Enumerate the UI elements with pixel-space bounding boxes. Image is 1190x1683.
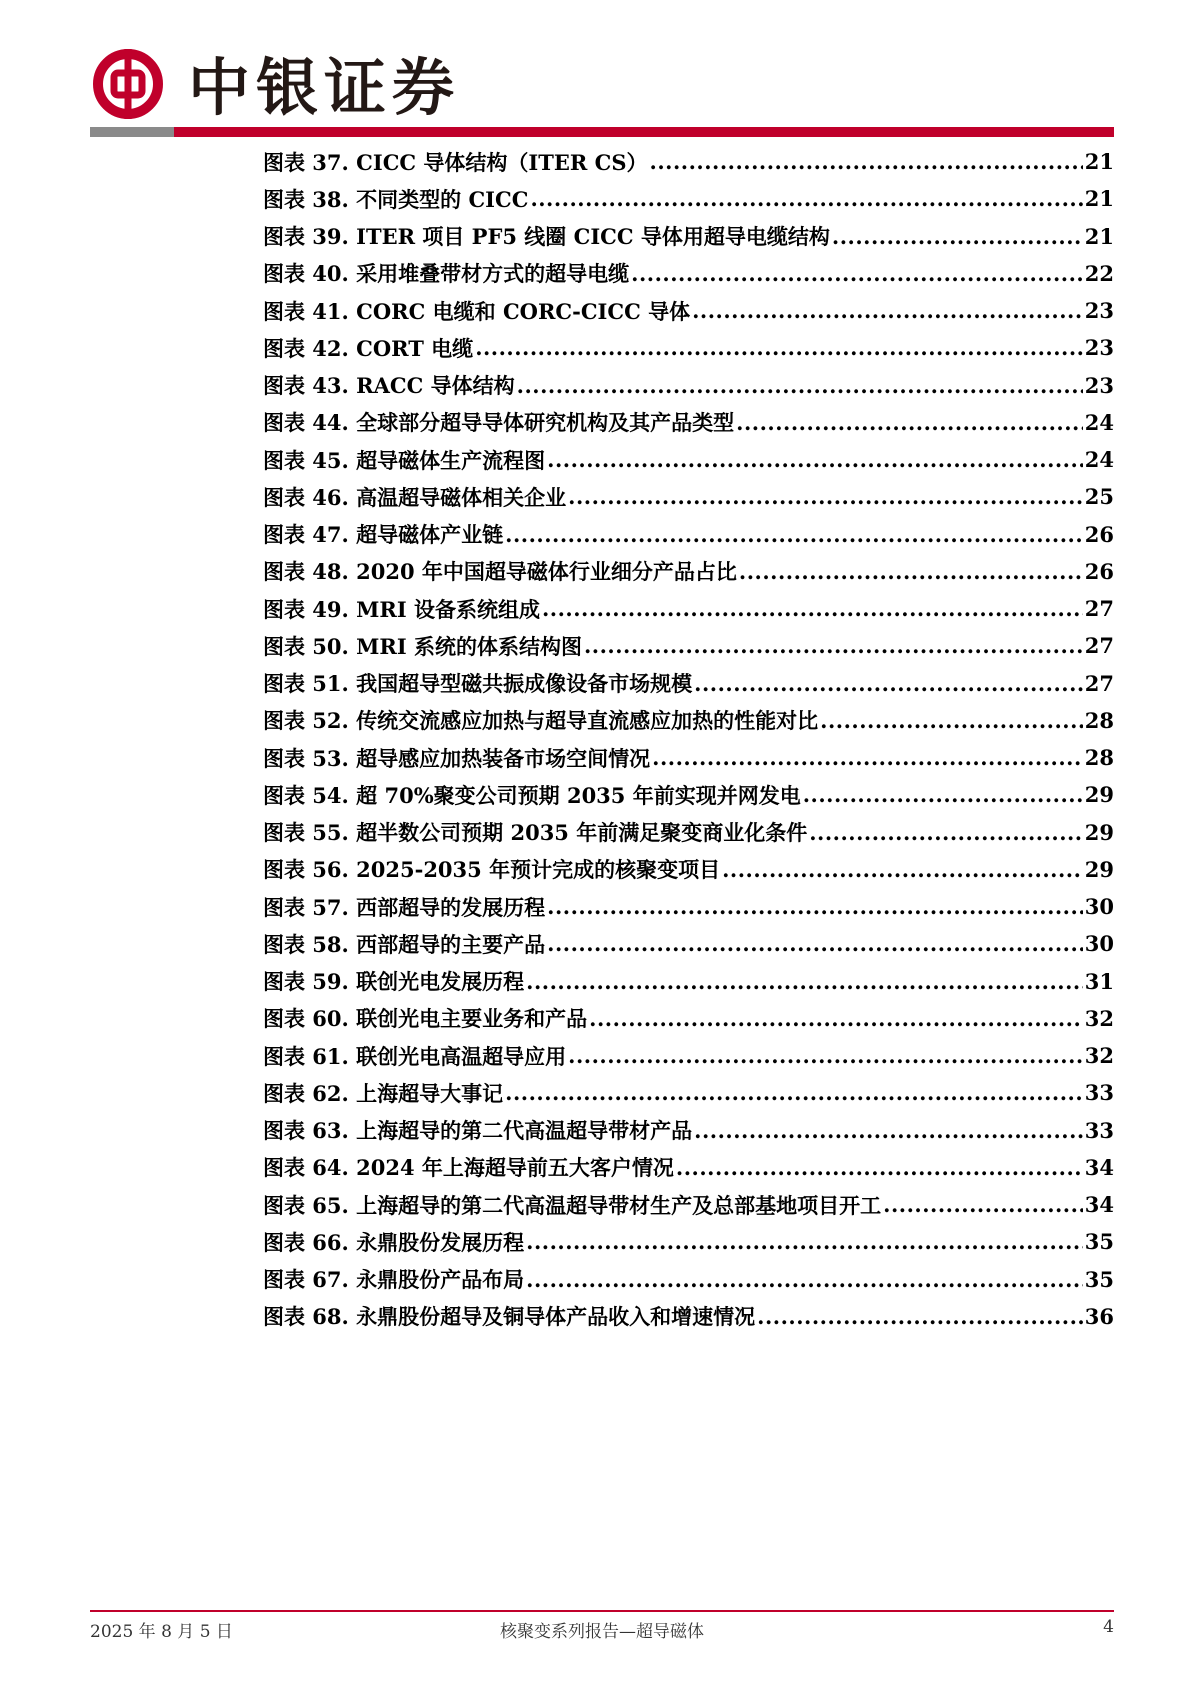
toc-leader-dots <box>526 969 1083 994</box>
toc-entry-page: 34 <box>1084 1154 1114 1180</box>
toc-entry-page: 26 <box>1084 521 1114 547</box>
toc-leader-dots <box>692 298 1083 323</box>
toc-leader-dots <box>505 1080 1083 1105</box>
toc-entry[interactable] <box>263 627 1114 664</box>
toc-entry-label: 图表 64. 2024 年上海超导前五大客户情况 <box>263 1155 674 1181</box>
toc-entry[interactable] <box>263 1037 1114 1074</box>
header-divider-gray <box>90 127 174 137</box>
toc-entry-label: 图表 48. 2020 年中国超导磁体行业细分产品占比 <box>263 559 737 585</box>
toc-entry[interactable] <box>263 963 1114 1000</box>
toc-entry-label: 图表 59. 联创光电发展历程 <box>263 969 525 995</box>
toc-entry[interactable] <box>263 888 1114 925</box>
toc-entry-page: 31 <box>1084 968 1114 994</box>
toc-entry-page: 30 <box>1084 931 1114 957</box>
toc-leader-dots <box>652 745 1083 770</box>
page-header <box>90 46 1114 126</box>
toc-entry-page: 23 <box>1084 372 1114 398</box>
toc-entry[interactable] <box>263 1074 1114 1111</box>
toc-entry[interactable] <box>263 1261 1114 1298</box>
toc-leader-dots <box>832 224 1083 249</box>
toc-entry-page: 24 <box>1084 447 1114 473</box>
toc-entry[interactable] <box>263 1149 1114 1186</box>
toc-entry-page: 23 <box>1084 298 1114 324</box>
toc-entry[interactable] <box>263 218 1114 255</box>
toc-entry-label: 图表 65. 上海超导的第二代高温超导带材生产及总部基地项目开工 <box>263 1192 882 1218</box>
toc-entry-page: 36 <box>1084 1303 1114 1329</box>
bank-of-china-logo-icon <box>92 48 164 120</box>
toc-leader-dots <box>650 149 1083 174</box>
toc-entry[interactable] <box>263 255 1114 292</box>
page-footer <box>90 1617 1114 1641</box>
toc-entry-page: 35 <box>1084 1229 1114 1255</box>
toc-entry-label: 图表 61. 联创光电高温超导应用 <box>263 1043 567 1069</box>
toc-entry[interactable] <box>263 776 1114 813</box>
toc-entry-label: 图表 66. 永鼎股份发展历程 <box>263 1229 525 1255</box>
toc-entry[interactable] <box>263 143 1114 180</box>
toc-entry-page: 28 <box>1084 745 1114 771</box>
toc-entry[interactable] <box>263 814 1114 851</box>
toc-leader-dots <box>526 1267 1083 1292</box>
toc-entry[interactable] <box>263 478 1114 515</box>
toc-entry[interactable] <box>263 1298 1114 1335</box>
toc-leader-dots <box>803 782 1083 807</box>
toc-entry[interactable] <box>263 292 1114 329</box>
toc-leader-dots <box>676 1155 1083 1180</box>
toc-entry[interactable] <box>263 404 1114 441</box>
header-divider <box>90 127 1114 137</box>
toc-leader-dots <box>736 410 1083 435</box>
toc-entry[interactable] <box>263 367 1114 404</box>
toc-entry[interactable] <box>263 1186 1114 1223</box>
toc-entry[interactable] <box>263 590 1114 627</box>
toc-entry-page: 22 <box>1084 260 1114 286</box>
toc-entry-label: 图表 67. 永鼎股份产品布局 <box>263 1267 525 1293</box>
toc-entry-page: 34 <box>1084 1192 1114 1218</box>
toc-entry-label: 图表 50. MRI 系统的体系结构图 <box>263 633 582 659</box>
toc-entry-page: 27 <box>1084 670 1114 696</box>
footer-page-number: 4 <box>1103 1617 1114 1637</box>
toc-entry-page: 32 <box>1084 1043 1114 1069</box>
toc-entry-page: 27 <box>1084 596 1114 622</box>
toc-leader-dots <box>757 1304 1083 1329</box>
toc-entry[interactable] <box>263 739 1114 776</box>
toc-leader-dots <box>547 447 1083 472</box>
header-divider-red <box>174 127 1114 137</box>
toc-leader-dots <box>475 335 1083 360</box>
toc-entry[interactable] <box>263 516 1114 553</box>
toc-leader-dots <box>589 1006 1083 1031</box>
toc-entry-label: 图表 52. 传统交流感应加热与超导直流感应加热的性能对比 <box>263 708 819 734</box>
footer-report-title: 核聚变系列报告—超导磁体 <box>500 1622 704 1642</box>
toc-leader-dots <box>568 484 1083 509</box>
toc-entry-page: 25 <box>1084 484 1114 510</box>
toc-entry-label: 图表 42. CORT 电缆 <box>263 335 474 361</box>
toc-entry[interactable] <box>263 329 1114 366</box>
toc-entry-page: 21 <box>1084 223 1114 249</box>
toc-entry-page: 28 <box>1084 707 1114 733</box>
toc-entry-label: 图表 62. 上海超导大事记 <box>263 1080 504 1106</box>
footer-divider <box>90 1610 1114 1612</box>
toc-leader-dots <box>809 820 1083 845</box>
toc-entry-label: 图表 58. 西部超导的主要产品 <box>263 931 546 957</box>
toc-entry-page: 21 <box>1084 149 1114 175</box>
toc-entry-label: 图表 55. 超半数公司预期 2035 年前满足聚变商业化条件 <box>263 820 808 846</box>
toc-entry-label: 图表 45. 超导磁体生产流程图 <box>263 447 546 473</box>
toc-leader-dots <box>568 1043 1083 1068</box>
toc-entry-label: 图表 44. 全球部分超导导体研究机构及其产品类型 <box>263 410 735 436</box>
toc-entry-page: 33 <box>1084 1117 1114 1143</box>
toc-leader-dots <box>739 559 1083 584</box>
toc-entry-label: 图表 57. 西部超导的发展历程 <box>263 894 546 920</box>
figure-index-list <box>263 143 1114 1335</box>
toc-leader-dots <box>694 1118 1083 1143</box>
toc-entry-page: 29 <box>1084 856 1114 882</box>
toc-entry-page: 35 <box>1084 1266 1114 1292</box>
toc-entry[interactable] <box>263 925 1114 962</box>
toc-entry-label: 图表 63. 上海超导的第二代高温超导带材产品 <box>263 1118 693 1144</box>
toc-entry-label: 图表 51. 我国超导型磁共振成像设备市场规模 <box>263 671 693 697</box>
toc-entry-page: 32 <box>1084 1005 1114 1031</box>
toc-entry-label: 图表 60. 联创光电主要业务和产品 <box>263 1006 588 1032</box>
toc-entry[interactable] <box>263 553 1114 590</box>
toc-entry-page: 24 <box>1084 409 1114 435</box>
toc-leader-dots <box>526 1229 1083 1254</box>
toc-leader-dots <box>820 708 1083 733</box>
toc-entry[interactable] <box>263 1223 1114 1260</box>
toc-entry-label: 图表 54. 超 70%聚变公司预期 2035 年前实现并网发电 <box>263 782 801 808</box>
toc-entry-page: 29 <box>1084 782 1114 808</box>
toc-entry-label: 图表 46. 高温超导磁体相关企业 <box>263 484 567 510</box>
toc-leader-dots <box>517 373 1083 398</box>
toc-entry[interactable] <box>263 1000 1114 1037</box>
toc-entry-label: 图表 56. 2025-2035 年预计完成的核聚变项目 <box>263 857 721 883</box>
toc-entry[interactable] <box>263 180 1114 217</box>
brand-name: 中银证券 <box>188 51 461 124</box>
footer-date: 2025 年 8 月 5 日 <box>90 1622 233 1642</box>
toc-entry-page: 23 <box>1084 335 1114 361</box>
toc-entry[interactable] <box>263 702 1114 739</box>
toc-entry-label: 图表 37. CICC 导体结构（ITER CS） <box>263 149 648 175</box>
toc-leader-dots <box>542 596 1083 621</box>
toc-leader-dots <box>584 633 1083 658</box>
toc-leader-dots <box>530 186 1082 211</box>
toc-entry-page: 26 <box>1084 558 1114 584</box>
toc-leader-dots <box>547 894 1083 919</box>
toc-leader-dots <box>631 261 1083 286</box>
toc-entry-page: 27 <box>1084 633 1114 659</box>
toc-entry-label: 图表 43. RACC 导体结构 <box>263 373 515 399</box>
toc-entry-label: 图表 39. ITER 项目 PF5 线圈 CICC 导体用超导电缆结构 <box>263 224 830 250</box>
toc-leader-dots <box>505 522 1083 547</box>
toc-entry-page: 29 <box>1084 819 1114 845</box>
toc-entry-label: 图表 68. 永鼎股份超导及铜导体产品收入和增速情况 <box>263 1304 756 1330</box>
toc-leader-dots <box>694 671 1083 696</box>
toc-entry-label: 图表 47. 超导磁体产业链 <box>263 522 504 548</box>
toc-entry[interactable] <box>263 441 1114 478</box>
toc-entry-label: 图表 41. CORC 电缆和 CORC-CICC 导体 <box>263 298 691 324</box>
toc-entry[interactable] <box>263 1112 1114 1149</box>
toc-entry-label: 图表 40. 采用堆叠带材方式的超导电缆 <box>263 261 630 287</box>
toc-leader-dots <box>547 931 1083 956</box>
toc-entry-page: 21 <box>1084 186 1114 212</box>
toc-entry-label: 图表 49. MRI 设备系统组成 <box>263 596 540 622</box>
toc-entry-label: 图表 38. 不同类型的 CICC <box>263 186 529 212</box>
toc-entry[interactable] <box>263 665 1114 702</box>
toc-entry-label: 图表 53. 超导感应加热装备市场空间情况 <box>263 745 651 771</box>
toc-leader-dots <box>883 1192 1083 1217</box>
toc-entry-page: 30 <box>1084 894 1114 920</box>
toc-leader-dots <box>722 857 1083 882</box>
toc-entry-page: 33 <box>1084 1080 1114 1106</box>
toc-entry[interactable] <box>263 851 1114 888</box>
